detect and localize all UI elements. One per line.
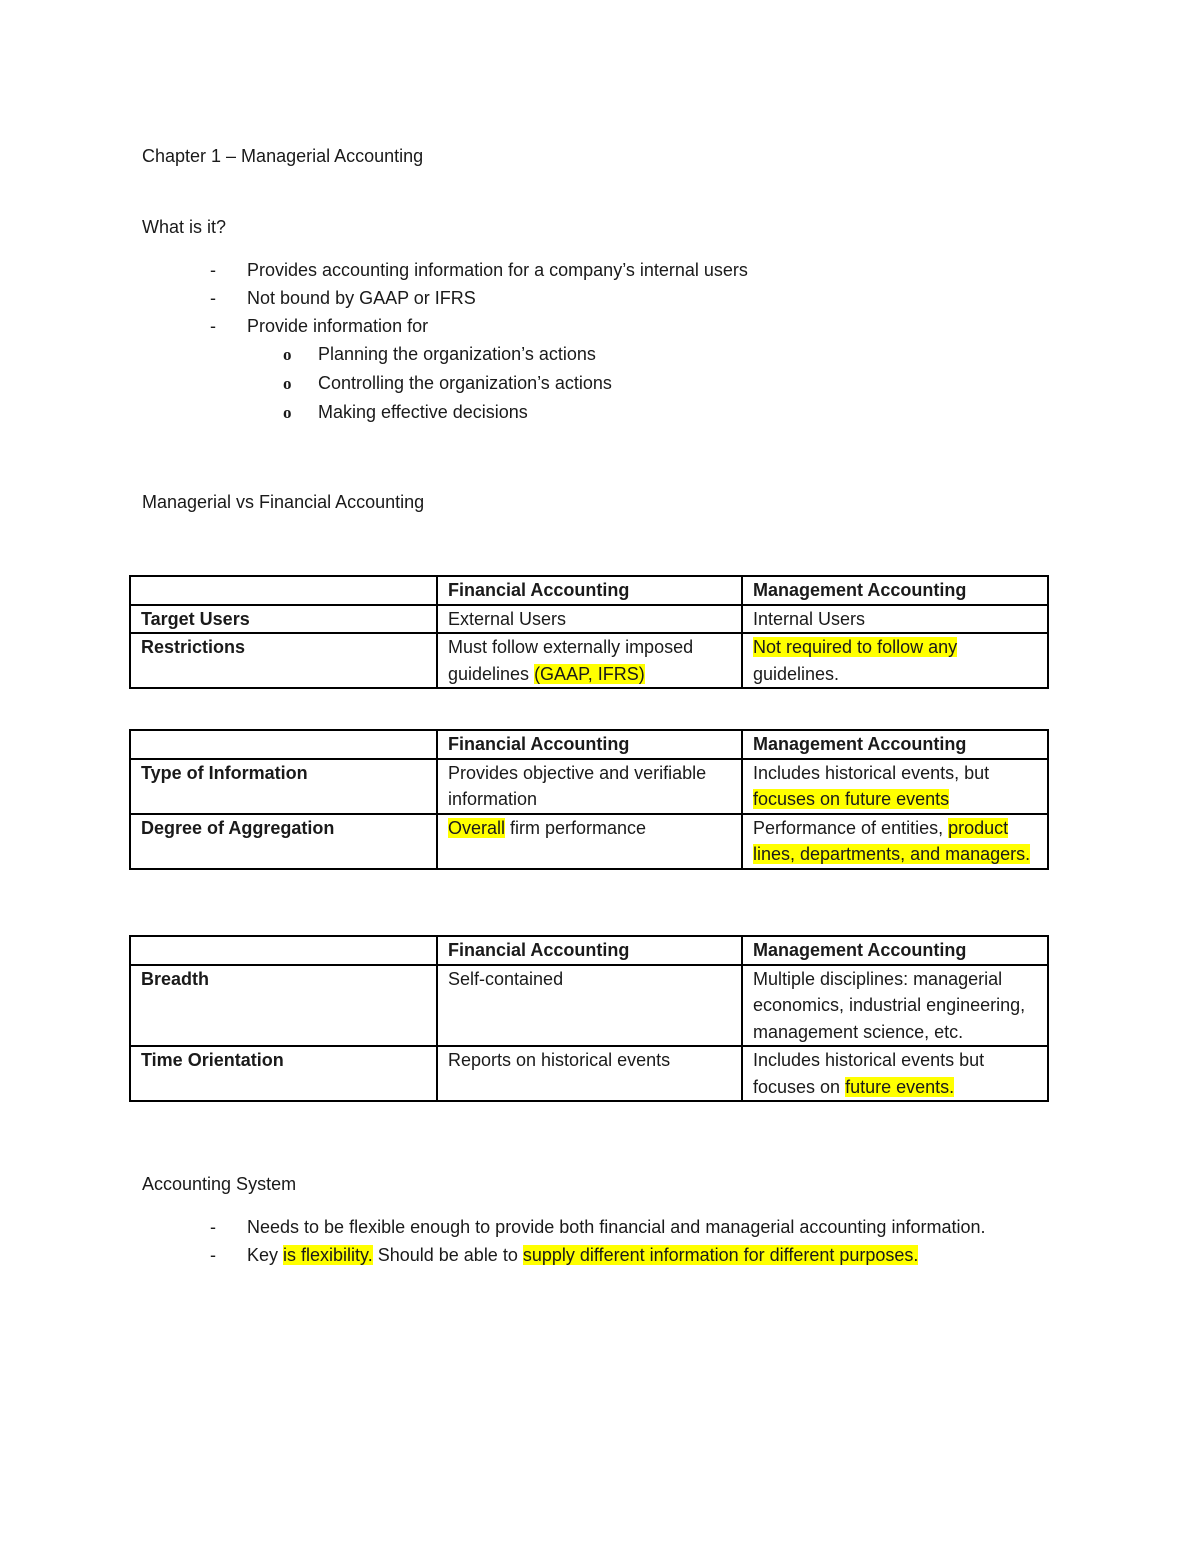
table-cell: External Users: [437, 605, 742, 634]
sub-list: [247, 340, 1022, 427]
highlight: Not required to follow any: [753, 637, 958, 657]
table-cell: Must follow externally imposed guidelines (GAAP, IFRS): [437, 633, 742, 688]
header-financial: Financial Accounting: [437, 576, 742, 605]
row-label: Breadth: [130, 965, 437, 1047]
sub-list-item: o Planning the organization’s actions: [247, 340, 1022, 369]
table-row: [130, 759, 1048, 814]
header-management: Management Accounting: [742, 576, 1048, 605]
comparison-table-3: [129, 935, 1049, 1102]
row-label: Type of Information: [130, 759, 437, 814]
highlight: Overall: [448, 817, 506, 838]
highlight: product lines, departments, and managers.: [753, 817, 1031, 864]
list-item: - Not bound by GAAP or IFRS: [142, 284, 1022, 312]
header-management: Management Accounting: [742, 730, 1048, 759]
table-header-row: [130, 936, 1048, 965]
highlight: future events.: [845, 1076, 955, 1097]
list-item: - Provides accounting information for a company’s internal users: [142, 256, 1022, 284]
table-cell: Internal Users: [742, 605, 1048, 634]
table-cell: [130, 936, 437, 965]
sub-list-item: o Making effective decisions: [247, 398, 1022, 427]
header-financial: Financial Accounting: [437, 730, 742, 759]
table-header-row: [130, 576, 1048, 605]
highlight: (GAAP, IFRS): [534, 663, 645, 684]
table-cell: Self-contained: [437, 965, 742, 1047]
accounting-system-heading: Accounting System: [142, 1174, 297, 1194]
table-cell: [130, 576, 437, 605]
table-cell: Not required to follow any guidelines.: [742, 633, 1048, 688]
header-financial: Financial Accounting: [437, 936, 742, 965]
sub-list-item: o Controlling the organization’s actions: [247, 369, 1022, 398]
highlight: focuses on future events: [753, 789, 950, 809]
table-cell: Multiple disciplines: managerial economics, industrial engineering, management science, etc.: [742, 965, 1048, 1047]
table-cell: Performance of entities, product lines, departments, and managers.: [742, 814, 1048, 869]
what-is-it-list: [142, 256, 1022, 427]
table-cell: Includes historical events, but focuses on future events: [742, 759, 1048, 814]
list-item: - Provide information for o Planning the organization’s actions o Controlling the organization’s actions o Making effective decisions: [142, 312, 1022, 427]
row-label: Restrictions: [130, 633, 437, 688]
table-cell: [130, 730, 437, 759]
list-item: - Needs to be flexible enough to provide both financial and managerial accounting information.: [142, 1213, 1022, 1241]
row-label: Target Users: [130, 605, 437, 634]
table-row: [130, 605, 1048, 634]
row-label: Degree of Aggregation: [130, 814, 437, 869]
what-is-it-heading: What is it?: [142, 217, 227, 237]
table-cell: Provides objective and verifiable information: [437, 759, 742, 814]
table-row: [130, 633, 1048, 688]
highlight: is flexibility.: [283, 1245, 373, 1265]
comparison-table-2: [129, 729, 1049, 870]
table-row: [130, 814, 1048, 869]
table-row: [130, 1046, 1048, 1101]
comparison-table-1: [129, 575, 1049, 689]
accounting-system-list: [142, 1213, 1022, 1269]
table-cell: Includes historical events but focuses on future events.: [742, 1046, 1048, 1101]
row-label: Time Orientation: [130, 1046, 437, 1101]
page-title: Chapter 1 – Managerial Accounting: [142, 146, 424, 166]
header-management: Management Accounting: [742, 936, 1048, 965]
table-row: [130, 965, 1048, 1047]
table-cell: Reports on historical events: [437, 1046, 742, 1101]
comparison-heading: Managerial vs Financial Accounting: [142, 492, 425, 512]
table-header-row: [130, 730, 1048, 759]
table-cell: Overall firm performance: [437, 814, 742, 869]
list-item: - Key is flexibility. Should be able to supply different information for different purposes.: [142, 1241, 1022, 1269]
highlight: supply different information for different purposes.: [522, 1245, 919, 1265]
